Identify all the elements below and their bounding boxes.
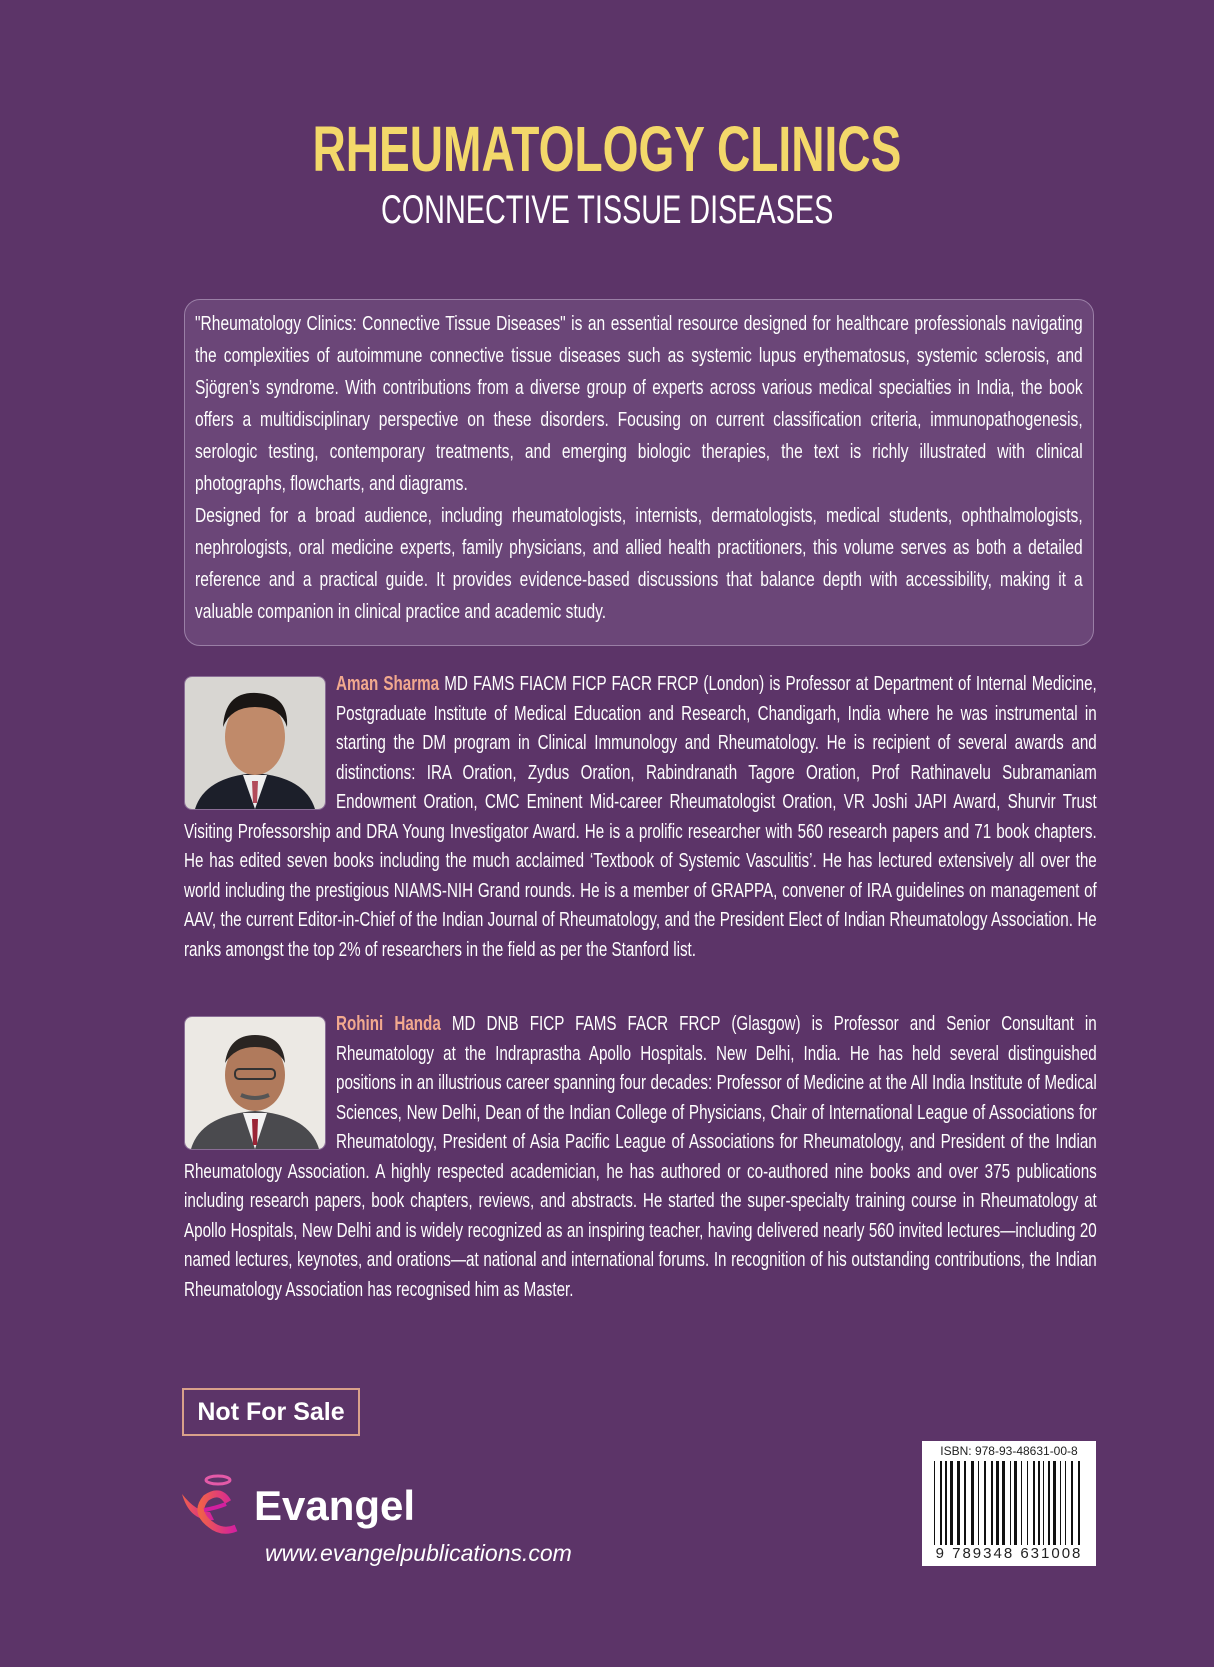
isbn-barcode [922,1441,1096,1566]
isbn-text: ISBN: 978-93-48631-00-8 [940,1444,1078,1458]
not-for-sale-label: Not For Sale [182,1388,360,1436]
author-name: Aman Sharma [336,673,440,695]
book-subtitle-wrap [0,188,1214,233]
author-bio-rohini-handa [184,1010,1097,1305]
author-bio-aman-sharma [184,670,1097,965]
description-paragraph: "Rheumatology Clinics: Connective Tissue Diseases" is an essential resource designed for healthcare professionals navigating the complexities of autoimmune connective tissue diseases such as systemic lupus erythematosus, systemic sclerosis, and Sjögren’s syndrome. With contributions from a diverse group of experts across various medical specialties in India, the book offers a multidisciplinary perspective on these disorders. Focusing on current classification criteria, immunopathogenesis, serologic testing, contemporary treatments, and emerging biologic therapies, the text is richly illustrated with clinical photographs, flowcharts, and diagrams. [195,312,1083,495]
description-paragraph: Designed for a broad audience, including rheumatologists, internists, dermatologists, medical students, ophthalmologists, nephrologists, oral medicine experts, family physicians, and allied health practitioners, this volume serves as both a detailed reference and a practical guide. It provides evidence-based discussions that balance depth with accessibility, making it a valuable companion in clinical practice and academic study. [195,504,1083,623]
barcode-digits: 9 789348 631008 [935,1545,1083,1562]
publisher-name: Evangel [254,1482,416,1529]
evangel-logo-icon [180,1472,244,1540]
description-box [184,299,1094,646]
book-title-wrap [0,112,1214,186]
book-title: RHEUMATOLOGY CLINICS [312,113,902,185]
publisher-url[interactable]: www.evangelpublications.com [265,1540,572,1566]
author-bio-text: MD DNB FICP FAMS FACR FRCP (Glasgow) is Professor and Senior Consultant in Rheumatology at the Indraprastha Apollo Hospitals. New Delhi, India. He has held several distinguished positions in an illustrious career spanning four decades: Professor of Medicine at the All India Institute of Medical Sciences, New Delhi, Dean of the Indian College of Physicians, Chair of International League of Associations for Rheumatology, President of Asia Pacific League of Associations for Rheumatology, and President of the Indian Rheumatology Association. A highly respected academician, he has authored or co-authored nine books and over 375 publications including research papers, book chapters, reviews, and abstracts. He started the super-specialty training course in Rheumatology at Apollo Hospitals, New Delhi and is widely recognized as an inspiring teacher, having delivered nearly 560 invited lectures—including 20 named lectures, keynotes, and orations—at national and international forums. In recognition of his outstanding contributions, the Indian Rheumatology Association has recognised him as Master. [184,1013,1097,1301]
author-bio-text: MD FAMS FIACM FICP FACR FRCP (London) is Professor at Department of Internal Medicine, Postgraduate Institute of Medical Education and Research, Chandigarh, India where he was instrumental in starting the DM program in Clinical Immunology and Rheumatology. He is recipient of several awards and distinctions: IRA Oration, Zydus Oration, Rabindranath Tagore Oration, Prof Rathinavelu Subramaniam Endowment Oration, CMC Eminent Mid-career Rheumatologist Oration, VR Joshi JAPI Award, Shurvir Trust Visiting Professorship and DRA Young Investigator Award. He is a prolific researcher with 560 research papers and 71 book chapters. He has edited seven books including the much acclaimed ‘Textbook of Systemic Vasculitis’. He has lectured extensively all over the world including the prestigious NIAMS-NIH Grand rounds. He is a member of GRAPPA, convener of IRA guidelines on management of AAV, the current Editor-in-Chief of the Indian Journal of Rheumatology, and the President Elect of Indian Rheumatology Association. He ranks amongst the top 2% of researchers in the field as per the Stanford list. [184,673,1097,961]
publisher-logo [180,1472,415,1540]
barcode-bars [934,1461,1084,1545]
book-subtitle: CONNECTIVE TISSUE DISEASES [380,188,834,232]
author-name: Rohini Handa [336,1013,441,1035]
